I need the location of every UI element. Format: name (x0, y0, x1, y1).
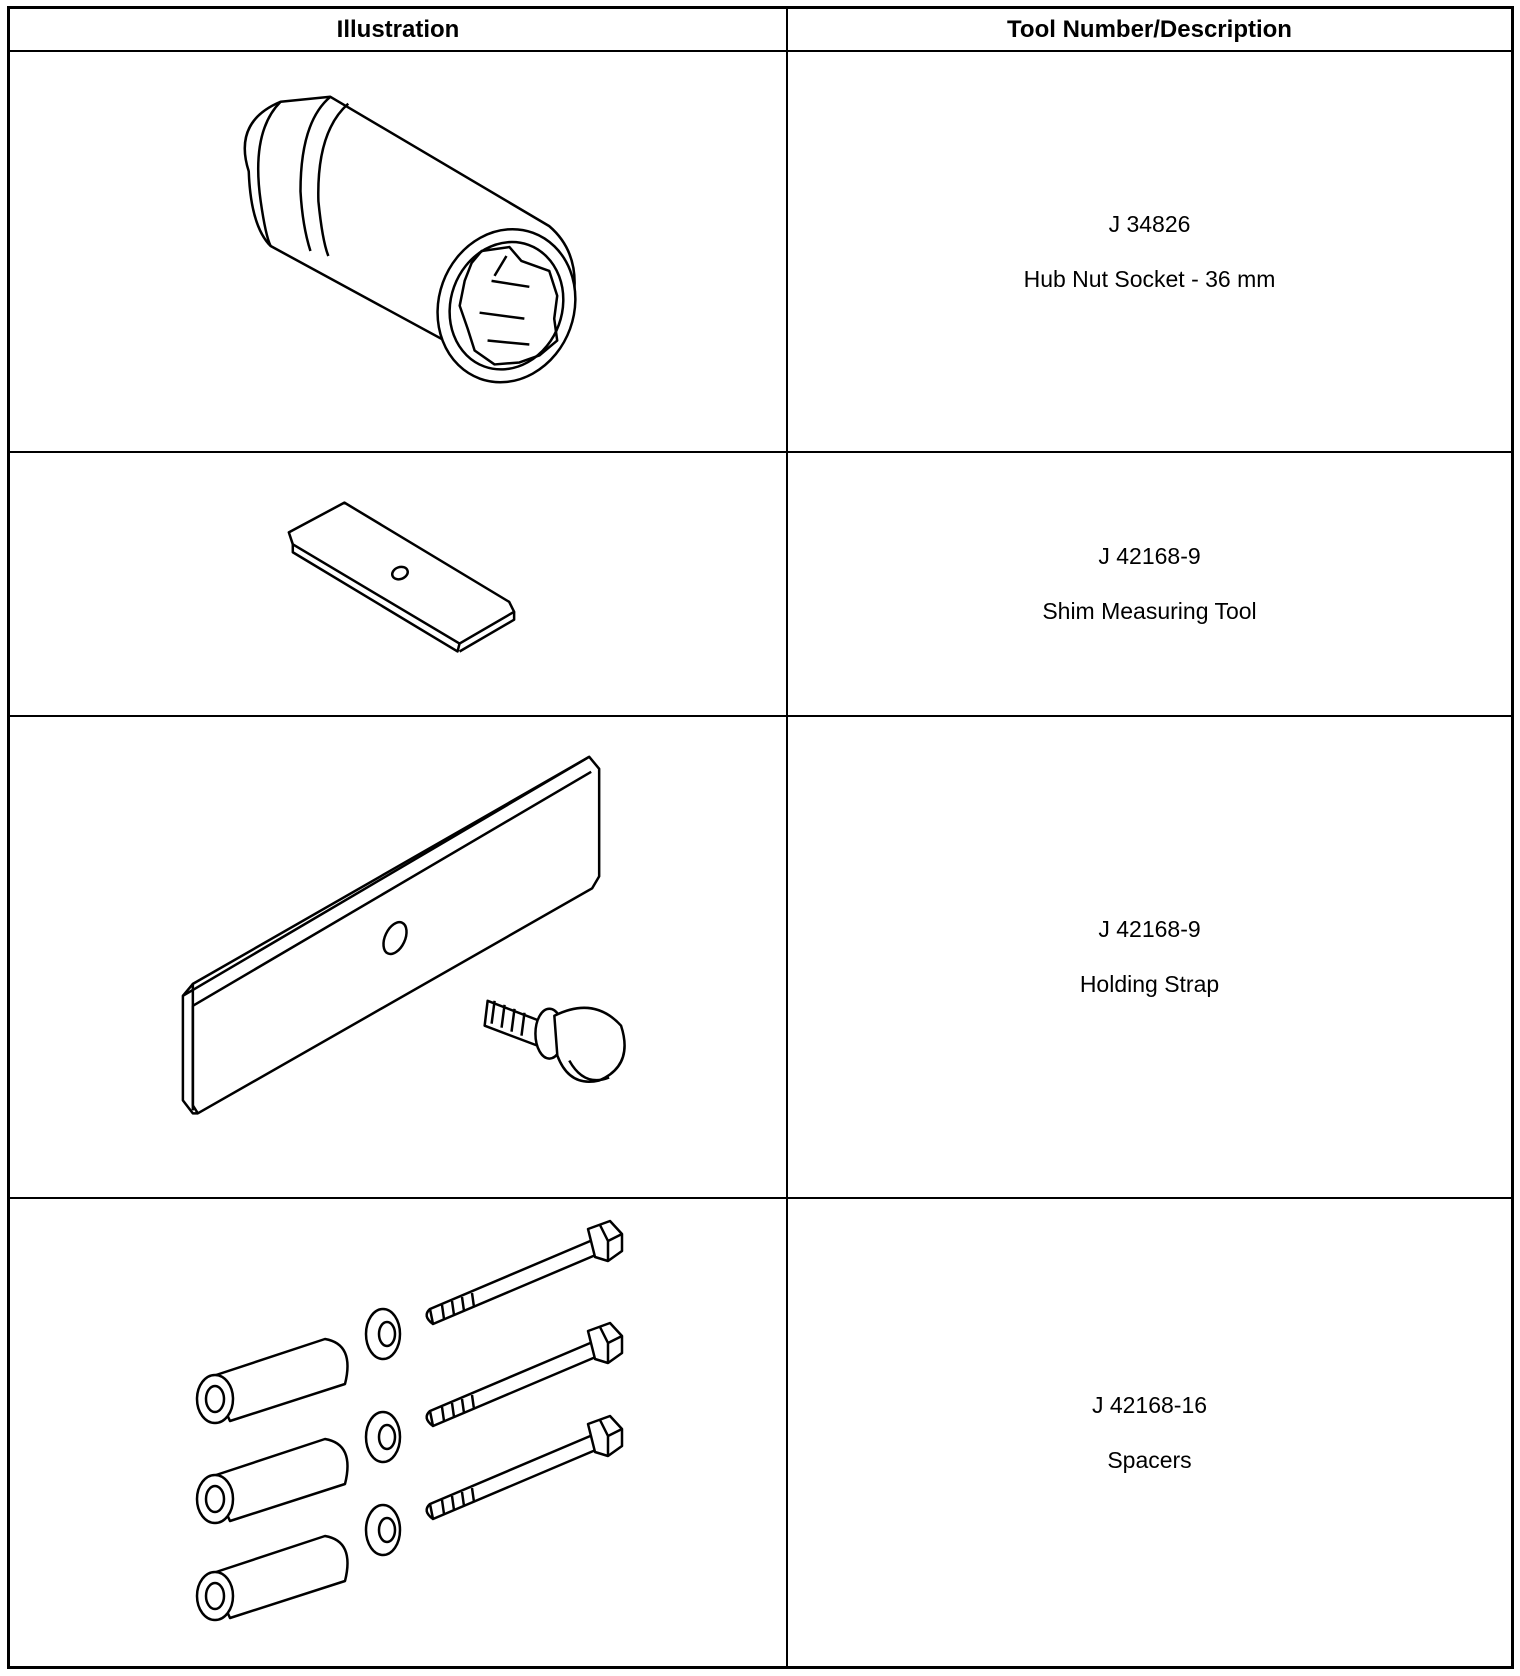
tool-description-cell (788, 1199, 1511, 1666)
tool-description: Shim Measuring Tool (1042, 598, 1257, 624)
special-tools-table (7, 6, 1514, 1669)
tool-number: J 42168-16 (1091, 1391, 1208, 1418)
shim-measuring-tool-illustration (10, 453, 786, 715)
tool-description: Hub Nut Socket - 36 mm (1023, 265, 1276, 292)
spacers-illustration (10, 1199, 786, 1666)
table-row (10, 453, 1511, 717)
table-row (10, 1199, 1511, 1666)
tool-description: Spacers (1107, 1446, 1192, 1473)
table-row (10, 52, 1511, 453)
table-row (10, 717, 1511, 1199)
bolt-1 (427, 1221, 622, 1324)
tool-description-cell (788, 453, 1511, 715)
tool-description: Holding Strap (1079, 971, 1220, 997)
header-illustration: Illustration (336, 15, 460, 43)
tool-description-cell (788, 717, 1511, 1197)
spacer-1 (197, 1339, 348, 1423)
holding-strap-illustration (10, 717, 786, 1197)
bolt-3 (427, 1416, 622, 1519)
spacer-2 (197, 1439, 348, 1523)
bolt-2 (427, 1323, 622, 1426)
tool-number: J 34826 (1108, 210, 1191, 237)
spacer-3 (197, 1536, 348, 1620)
tool-number: J 42168-9 (1098, 916, 1201, 942)
header-tool-number: Tool Number/Description (1007, 15, 1292, 43)
table-header (10, 9, 1511, 52)
tool-number: J 42168-9 (1098, 543, 1201, 569)
hub-nut-socket-illustration (10, 52, 786, 451)
tool-description-cell (788, 52, 1511, 451)
